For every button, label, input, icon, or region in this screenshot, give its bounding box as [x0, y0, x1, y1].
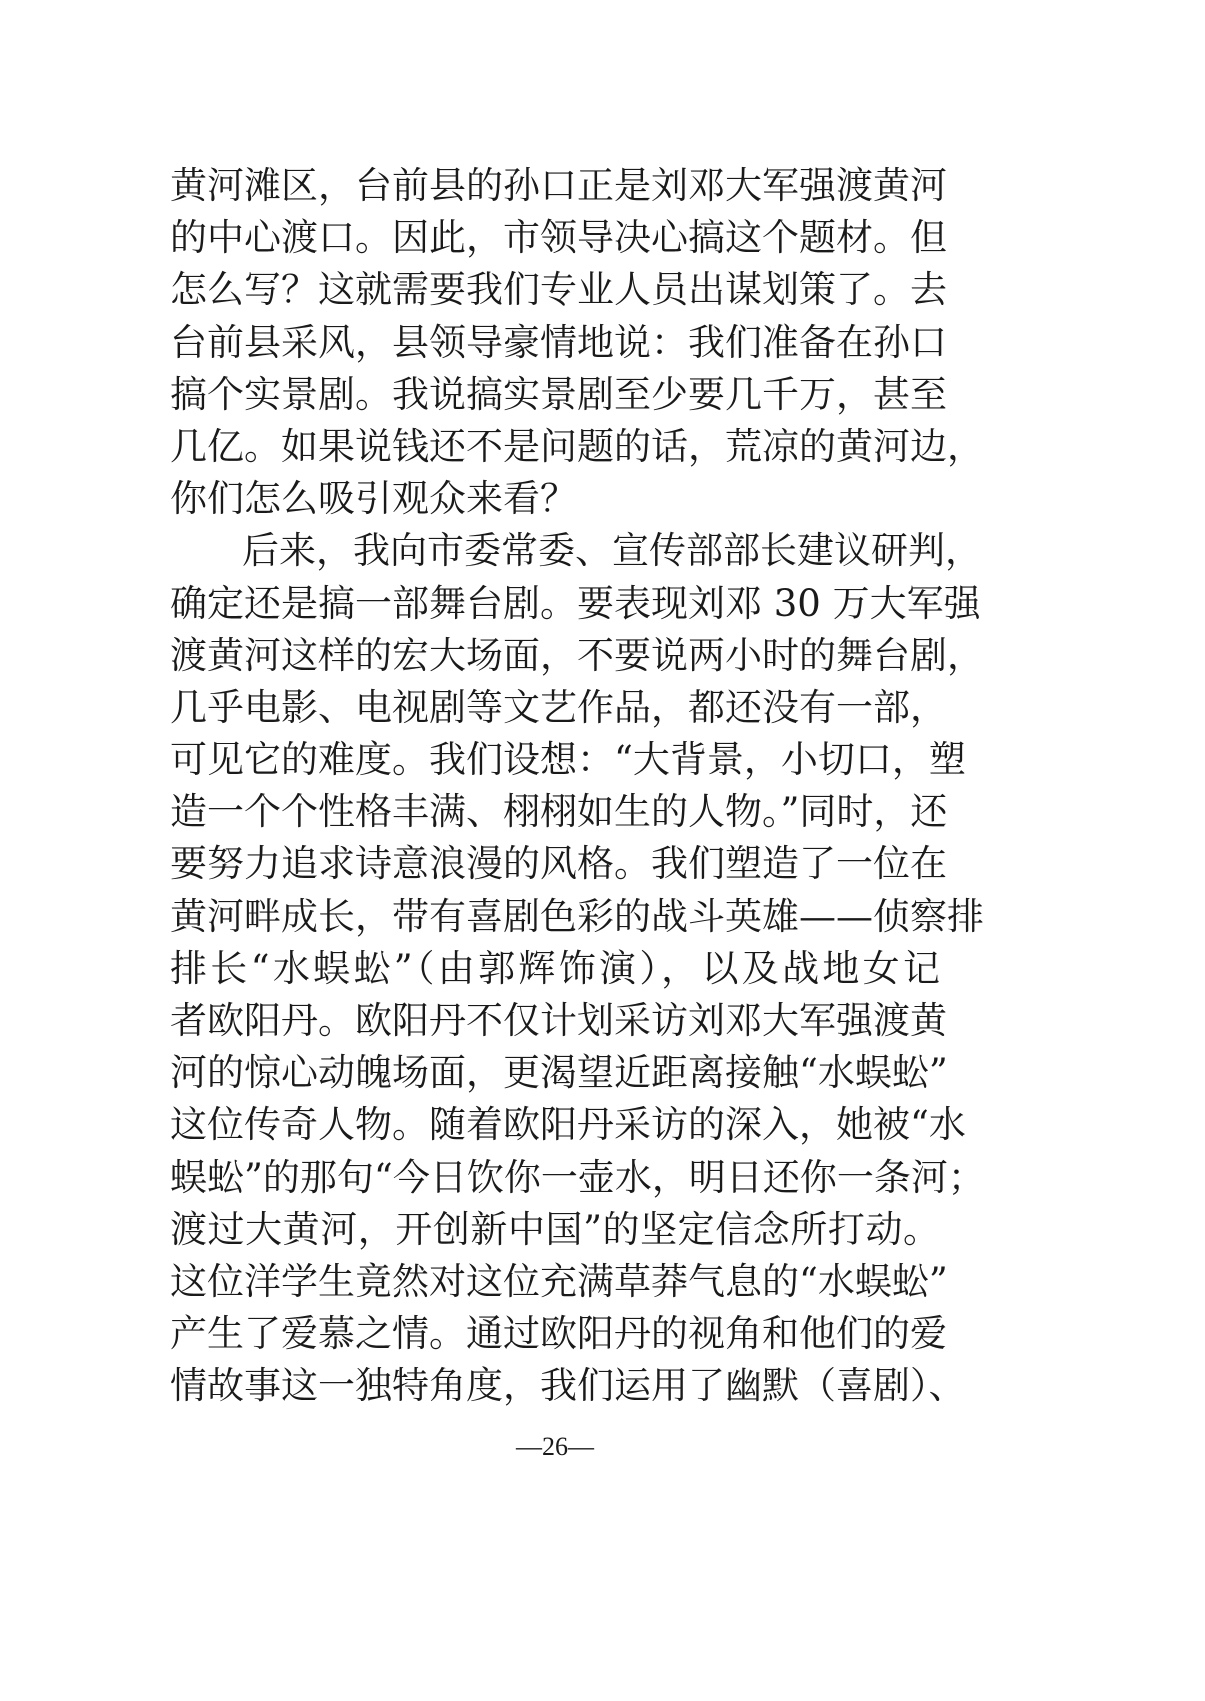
text-line: 要努力追求诗意浪漫的风格。我们塑造了一位在 [170, 842, 947, 886]
text-line: 造一个个性格丰满、栩栩如生的人物。”同时，还 [170, 790, 948, 834]
text-line: 这位传奇人物。随着欧阳丹采访的深入，她被“水 [170, 1103, 966, 1147]
text-line: 情故事这一独特角度，我们运用了幽默（喜剧）、 [170, 1364, 966, 1408]
text-line: 几乎电影、电视剧等文艺作品，都还没有一部， [170, 685, 947, 729]
text-line: 产生了爱慕之情。通过欧阳丹的视角和他们的爱 [170, 1312, 947, 1356]
text-line: 后来，我向市委常委、宣传部部长建议研判， [242, 529, 982, 573]
page-number: —26— [516, 1432, 594, 1461]
text-line: 几亿。如果说钱还不是问题的话，荒凉的黄河边， [170, 424, 984, 468]
text-line: 怎么写？这就需要我们专业人员出谋划策了。去 [170, 268, 947, 312]
text-line: 这位洋学生竟然对这位充满草莽气息的“水蜈蚣” [170, 1259, 948, 1303]
text-line: 可见它的难度。我们设想：“大背景，小切口，塑 [170, 738, 966, 782]
text-line: 黄河畔成长，带有喜剧色彩的战斗英雄——侦察排 [170, 894, 984, 938]
text-line: 河的惊心动魄场面，更渴望近距离接触“水蜈蚣” [170, 1051, 948, 1095]
text-line: 排长“水蜈蚣”（由郭辉饰演），以及战地女记 [170, 946, 940, 990]
text-line: 你们怎么吸引观众来看？ [170, 477, 577, 521]
text-line: 搞个实景剧。我说搞实景剧至少要几千万，甚至 [170, 372, 947, 416]
text-line: 渡过大黄河，开创新中国”的坚定信念所打动。 [170, 1207, 940, 1251]
text-line: 蜈蚣”的那句“今日饮你一壶水，明日还你一条河； [170, 1155, 985, 1199]
text-line: 台前县采风，县领导豪情地说：我们准备在孙口 [170, 320, 947, 364]
body-text [170, 160, 985, 1413]
text-line: 黄河滩区，台前县的孙口正是刘邓大军强渡黄河 [170, 164, 947, 207]
text-line: 渡黄河这样的宏大场面，不要说两小时的舞台剧， [170, 633, 984, 677]
text-line: 者欧阳丹。欧阳丹不仅计划采访刘邓大军强渡黄 [170, 999, 947, 1042]
text-line: 确定还是搞一部舞台剧。要表现刘邓 30 万大军强 [170, 581, 981, 625]
text-line: 的中心渡口。因此，市领导决心搞这个题材。但 [170, 216, 947, 260]
